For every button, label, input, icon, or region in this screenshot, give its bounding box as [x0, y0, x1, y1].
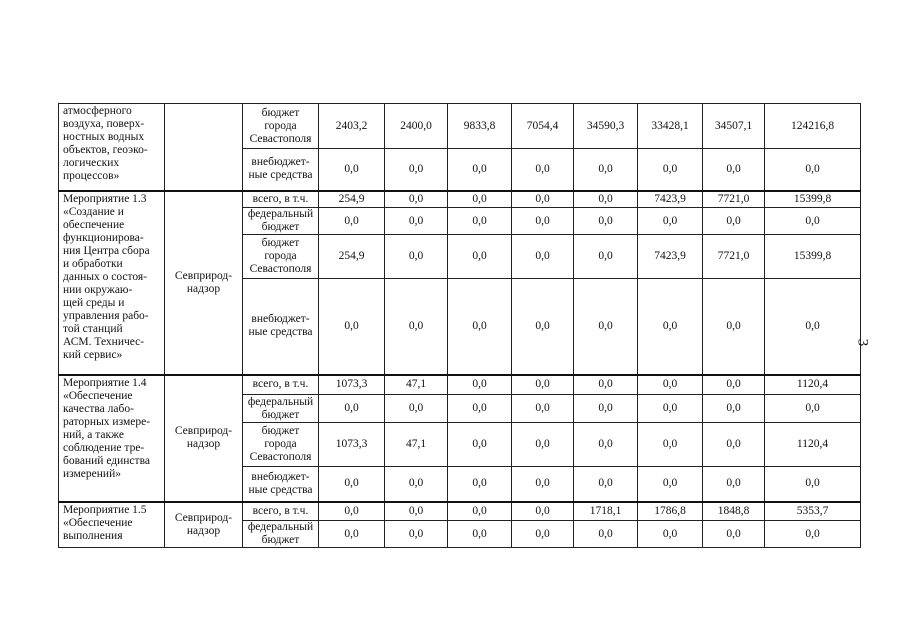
value-cell: 0,0: [574, 467, 638, 502]
value-cell: 0,0: [512, 191, 574, 208]
table-row: [59, 375, 861, 395]
value-cell: 0,0: [765, 467, 861, 502]
value-cell: 0,0: [512, 502, 574, 521]
value-cell: 0,0: [512, 149, 574, 191]
funding-source-cell: внебюджет- ные средства: [243, 149, 319, 191]
value-cell: 5353,7: [765, 502, 861, 521]
value-cell: 0,0: [638, 521, 703, 548]
value-cell: 0,0: [703, 149, 765, 191]
value-cell: 0,0: [319, 521, 385, 548]
value-cell: 0,0: [448, 149, 512, 191]
value-cell: 0,0: [512, 423, 574, 467]
funding-source-cell: федеральный бюджет: [243, 208, 319, 235]
value-cell: 0,0: [765, 279, 861, 375]
measure-name-cell: Мероприятие 1.3 «Создание и обеспечение функционирова- ния Центра сбора и обработки данных о состоя- нии окружаю- щей среды и управления рабо- той станций АСМ. Техничес- кий сервис»: [59, 191, 165, 375]
value-cell: 0,0: [448, 375, 512, 395]
value-cell: 7721,0: [703, 191, 765, 208]
funding-source-cell: всего, в т.ч.: [243, 502, 319, 521]
value-cell: 0,0: [574, 375, 638, 395]
value-cell: 0,0: [574, 235, 638, 279]
value-cell: 0,0: [512, 395, 574, 423]
value-cell: 15399,8: [765, 191, 861, 208]
table-row: [59, 502, 861, 521]
executor-cell: [165, 104, 243, 191]
value-cell: 124216,8: [765, 104, 861, 149]
executor-cell: Севприрод- надзор: [165, 191, 243, 375]
value-cell: 0,0: [574, 395, 638, 423]
value-cell: 0,0: [319, 502, 385, 521]
value-cell: 0,0: [703, 375, 765, 395]
value-cell: 0,0: [448, 467, 512, 502]
value-cell: 0,0: [638, 375, 703, 395]
value-cell: 1120,4: [765, 423, 861, 467]
value-cell: 15399,8: [765, 235, 861, 279]
funding-source-cell: всего, в т.ч.: [243, 191, 319, 208]
funding-source-cell: внебюджет- ные средства: [243, 279, 319, 375]
value-cell: 1073,3: [319, 423, 385, 467]
value-cell: 0,0: [319, 467, 385, 502]
value-cell: 1718,1: [574, 502, 638, 521]
value-cell: 0,0: [574, 191, 638, 208]
value-cell: 33428,1: [638, 104, 703, 149]
value-cell: 47,1: [385, 375, 448, 395]
value-cell: 0,0: [385, 279, 448, 375]
measure-name-cell: атмосферного воздуха, поверх- ностных водных объектов, геоэко- логических процессов»: [59, 104, 165, 191]
value-cell: 0,0: [385, 467, 448, 502]
value-cell: 0,0: [765, 149, 861, 191]
value-cell: 0,0: [638, 208, 703, 235]
budget-table: [58, 103, 861, 548]
value-cell: 0,0: [765, 521, 861, 548]
value-cell: 9833,8: [448, 104, 512, 149]
value-cell: 0,0: [765, 208, 861, 235]
value-cell: 0,0: [638, 395, 703, 423]
measure-name-cell: Мероприятие 1.5 «Обеспечение выполнения: [59, 502, 165, 548]
value-cell: 7721,0: [703, 235, 765, 279]
executor-cell: Севприрод- надзор: [165, 375, 243, 502]
value-cell: 0,0: [574, 149, 638, 191]
funding-source-cell: федеральный бюджет: [243, 395, 319, 423]
value-cell: 0,0: [385, 191, 448, 208]
value-cell: 0,0: [703, 467, 765, 502]
value-cell: 34507,1: [703, 104, 765, 149]
value-cell: 0,0: [319, 279, 385, 375]
page-number: 3: [854, 338, 871, 347]
table-row: [59, 104, 861, 149]
value-cell: 254,9: [319, 235, 385, 279]
value-cell: 2403,2: [319, 104, 385, 149]
value-cell: 0,0: [512, 208, 574, 235]
value-cell: 0,0: [512, 279, 574, 375]
value-cell: 34590,3: [574, 104, 638, 149]
value-cell: 7423,9: [638, 235, 703, 279]
value-cell: 0,0: [319, 208, 385, 235]
value-cell: 0,0: [703, 395, 765, 423]
value-cell: 1073,3: [319, 375, 385, 395]
value-cell: 0,0: [638, 149, 703, 191]
value-cell: 0,0: [448, 191, 512, 208]
measure-name-cell: Мероприятие 1.4 «Обеспечение качества лабо- раторных измере- ний, а также соблюдение тре- бований единства измерений»: [59, 375, 165, 502]
value-cell: 0,0: [703, 279, 765, 375]
funding-source-cell: бюджет города Севастополя: [243, 235, 319, 279]
value-cell: 2400,0: [385, 104, 448, 149]
value-cell: 0,0: [574, 521, 638, 548]
value-cell: 1848,8: [703, 502, 765, 521]
value-cell: 0,0: [319, 395, 385, 423]
value-cell: 0,0: [703, 521, 765, 548]
value-cell: 0,0: [512, 235, 574, 279]
value-cell: 1786,8: [638, 502, 703, 521]
value-cell: 0,0: [448, 395, 512, 423]
value-cell: 0,0: [512, 521, 574, 548]
value-cell: 0,0: [574, 208, 638, 235]
value-cell: 0,0: [385, 521, 448, 548]
value-cell: 0,0: [385, 235, 448, 279]
value-cell: 47,1: [385, 423, 448, 467]
funding-source-cell: федеральный бюджет: [243, 521, 319, 548]
value-cell: 0,0: [448, 279, 512, 375]
value-cell: 0,0: [385, 149, 448, 191]
value-cell: 0,0: [574, 423, 638, 467]
value-cell: 0,0: [765, 395, 861, 423]
value-cell: 7423,9: [638, 191, 703, 208]
value-cell: 7054,4: [512, 104, 574, 149]
table-row: [59, 191, 861, 208]
value-cell: 0,0: [512, 375, 574, 395]
value-cell: 0,0: [385, 395, 448, 423]
value-cell: 0,0: [448, 208, 512, 235]
funding-source-cell: бюджет города Севастополя: [243, 104, 319, 149]
value-cell: 0,0: [385, 502, 448, 521]
value-cell: 0,0: [703, 423, 765, 467]
value-cell: 254,9: [319, 191, 385, 208]
value-cell: 0,0: [385, 208, 448, 235]
value-cell: 0,0: [448, 502, 512, 521]
value-cell: 1120,4: [765, 375, 861, 395]
value-cell: 0,0: [638, 467, 703, 502]
funding-source-cell: всего, в т.ч.: [243, 375, 319, 395]
value-cell: 0,0: [638, 423, 703, 467]
value-cell: 0,0: [448, 235, 512, 279]
funding-source-cell: бюджет города Севастополя: [243, 423, 319, 467]
value-cell: 0,0: [448, 423, 512, 467]
value-cell: 0,0: [638, 279, 703, 375]
funding-source-cell: внебюджет- ные средства: [243, 467, 319, 502]
value-cell: 0,0: [448, 521, 512, 548]
value-cell: 0,0: [703, 208, 765, 235]
value-cell: 0,0: [512, 467, 574, 502]
value-cell: 0,0: [319, 149, 385, 191]
value-cell: 0,0: [574, 279, 638, 375]
executor-cell: Севприрод- надзор: [165, 502, 243, 548]
